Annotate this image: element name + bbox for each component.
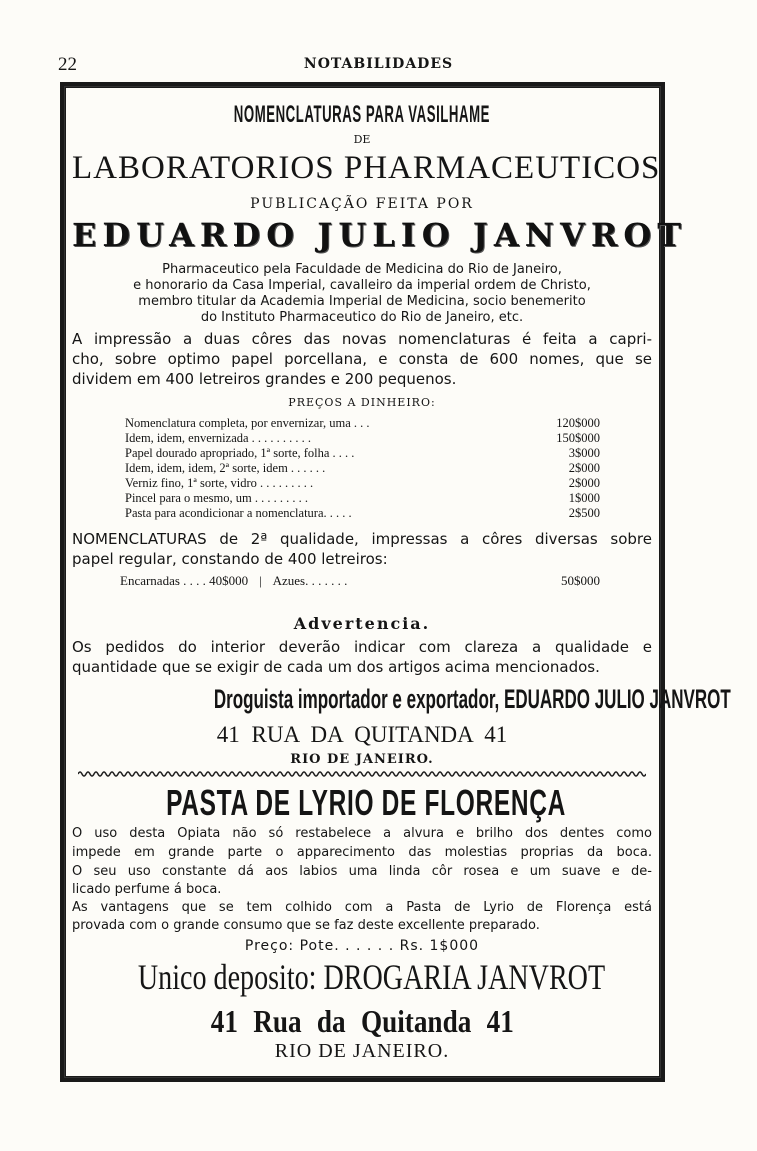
price-value: 2$000 — [568, 476, 600, 490]
ad1-bio-line: Pharmaceutico pela Faculdade de Medicina do Rio de Janeiro, — [162, 262, 562, 277]
wavy-divider — [78, 770, 646, 778]
ad2-body-line: O uso desta Opiata não só restabelece a alvura e brilho dos dentes como — [72, 826, 652, 841]
ad1-title-main: LABORATORIOS PHARMACEUTICOS — [72, 150, 661, 186]
red-price: 40$000 — [209, 573, 249, 588]
ad1-prices-heading: PREÇOS A DINHEIRO: — [288, 396, 436, 409]
ad1-second-quality-line: papel regular, constando de 400 letreiros: — [72, 550, 388, 568]
ad2-title: PASTA DE LYRIO DE FLORENÇA — [166, 782, 566, 823]
page-number: 22 — [58, 54, 77, 75]
price-value: 150$000 — [556, 431, 600, 445]
ad1-title-top: NOMENCLATURAS PARA VASILHAME — [233, 101, 491, 128]
ad1-notice-line: quantidade que se exigir de cada um dos artigos acima mencionados. — [72, 658, 600, 676]
ad1-city: RIO DE JANEIRO. — [290, 752, 434, 767]
separator: | — [259, 573, 263, 588]
price-item: Nomenclatura completa, por envernizar, uma . . . — [125, 416, 370, 430]
price-value: 3$000 — [568, 446, 600, 460]
ad1-description-line: dividem em 400 letreiros grandes e 200 pequenos. — [72, 370, 457, 388]
ad1-description-line: cho, sobre optimo papel porcellana, e consta de 600 nomes, que se — [72, 350, 652, 368]
price-value: 120$000 — [556, 416, 600, 430]
ad2-street: 41 Rua da Quitanda 41 — [210, 1003, 514, 1039]
price-item: Pincel para o mesmo, um . . . . . . . . . — [125, 491, 308, 505]
ad2-body-line: As vantagens que se tem colhido com a Pasta de Lyrio de Florença está — [72, 900, 652, 915]
ad1-druggist: Droguista importador e exportador, EDUARDO JULIO JANVROT — [213, 684, 731, 714]
price-item: Papel dourado apropriado, 1ª sorte, folha . . . . — [125, 446, 355, 460]
price-item: Verniz fino, 1ª sorte, vidro . . . . . . . . . — [125, 476, 314, 490]
ad1-description-line: A impressão a duas côres das novas nomenclaturas é feita a capri- — [72, 330, 652, 348]
ad2-body-line: impede em grande parte o apparecimento das molestias proprias da boca. — [72, 845, 652, 860]
ad1-bio-line: do Instituto Pharmaceutico do Rio de Janeiro, etc. — [200, 310, 524, 325]
ad2-city: RIO DE JANEIRO. — [274, 1040, 450, 1062]
price-value: 2$500 — [568, 506, 600, 520]
ad2-depot: Unico deposito: DROGARIA JANVROT — [137, 957, 606, 997]
ad1-bio-line: e honorario da Casa Imperial, cavalleiro da imperial ordem de Christo, — [133, 278, 591, 293]
ad1-notice-heading: Advertencia. — [293, 614, 431, 633]
ad1-author: EDUARDO JULIO JANVROT — [72, 216, 688, 254]
red-label: Encarnadas . . . . — [120, 573, 206, 588]
price-value: 1$000 — [568, 491, 600, 505]
blue-price: 50$000 — [561, 573, 600, 588]
blue-label: Azues. . . . . . . — [272, 573, 348, 588]
ad1-bio-line: membro titular da Academia Imperial de Medicina, socio benemerito — [138, 294, 586, 309]
price-value: 2$000 — [568, 461, 600, 475]
ad1-byline: PUBLICAÇÃO FEITA POR — [250, 196, 474, 212]
ad1-notice-line: Os pedidos do interior deverão indicar com clareza a qualidade e — [72, 638, 652, 656]
running-title: NOTABILIDADES — [303, 56, 454, 72]
ad2-body-line: provada com o grande consumo que se faz deste excellente preparado. — [72, 918, 540, 933]
ad1-address: 41 RUA DA QUITANDA 41 — [216, 722, 508, 747]
price-item: Idem, idem, idem, 2ª sorte, idem . . . . . . — [125, 461, 326, 475]
ad2-body-line: licado perfume á boca. — [72, 882, 222, 897]
price-item: Pasta para acondicionar a nomenclatura. . . . . — [125, 506, 352, 520]
ad1-de: DE — [353, 133, 371, 146]
ad1-second-quality-line: NOMENCLATURAS de 2ª qualidade, impressas a côres diversas sobre — [72, 530, 652, 548]
ad2-price: Preço: Pote. . . . . . Rs. 1$000 — [244, 938, 480, 954]
ad1-second-prices — [120, 573, 600, 589]
price-item: Idem, idem, envernizada . . . . . . . . . . — [125, 431, 312, 445]
ad2-body-line: O seu uso constante dá aos labios uma linda côr rosea e um suave e de- — [72, 864, 652, 879]
